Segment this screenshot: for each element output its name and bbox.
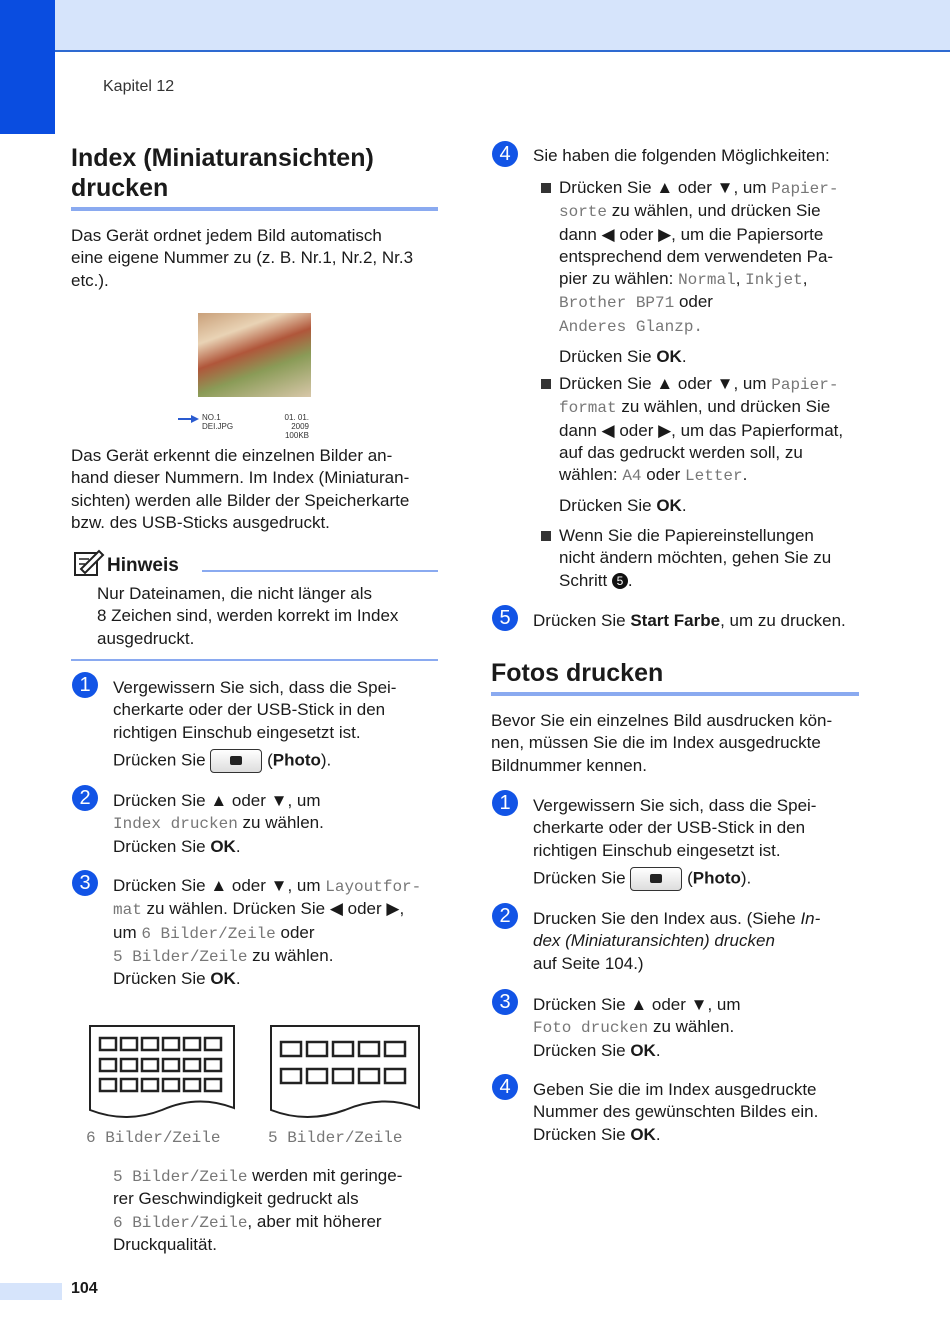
menu-option: 5 Bilder/Zeile <box>113 1168 248 1186</box>
title-rule <box>491 692 859 696</box>
menu-option: Inkjet <box>745 271 803 290</box>
note-bottom-rule <box>71 659 438 661</box>
caption-file: DEI.JPG <box>202 422 234 431</box>
step-number: 2 <box>72 785 98 811</box>
menu-option: Letter <box>685 467 743 486</box>
text-line: richtigen Einschub eingesetzt ist. <box>113 722 361 742</box>
start-colour-key: Start Farbe <box>630 611 721 630</box>
bullet-icon <box>541 183 551 193</box>
text-line: entsprechend dem verwendeten Pa- <box>559 246 834 266</box>
thumbnail-photo <box>198 313 311 397</box>
menu-option: mat <box>113 901 142 920</box>
text-line: Geben Sie die im Index ausgedruckte <box>533 1080 817 1099</box>
text: zu wählen, und drücken Sie <box>616 397 831 417</box>
text: werden mit geringe- <box>247 1166 403 1185</box>
step-1: Vergewissern Sie sich, dass die Spei- cherkarte oder der USB-Stick in den richtigen Einschub eingesetzt ist. Drücken Sie (Photo). <box>113 677 443 773</box>
ok-key: OK <box>630 1040 656 1060</box>
photo-caption-left <box>202 413 233 431</box>
text-line: Bildnummer kennen. <box>491 755 647 775</box>
page-number: 104 <box>71 1280 98 1297</box>
step-number: 4 <box>492 141 518 167</box>
top-band <box>0 0 950 52</box>
layout-label-6: 6 Bilder/Zeile <box>86 1129 221 1147</box>
text: oder <box>641 465 686 485</box>
text-line: Drücken Sie ▲ oder ▼, um <box>533 995 741 1014</box>
text: zu wählen. <box>247 945 334 965</box>
arrow-icon <box>178 411 200 429</box>
text-line: dann ◀ oder ▶, um die Papiersorte <box>559 224 824 244</box>
note-title: Hinweis <box>107 555 179 576</box>
section-title-fotos: Fotos drucken <box>491 659 664 687</box>
menu-option: 6 Bilder/Zeile <box>113 1213 248 1232</box>
menu-option: Brother BP71 <box>559 294 675 313</box>
text-line: Nur Dateinamen, die nicht länger als <box>97 584 372 603</box>
text-line: etc.). <box>71 270 109 290</box>
menu-option: Anderes Glanzp. <box>559 317 704 336</box>
foto-step-4: Geben Sie die im Index ausgedruckte Nummer des gewünschten Bildes ein. Drücken Sie OK. <box>533 1079 868 1146</box>
text-line: Druckqualität. <box>113 1234 217 1254</box>
option-keep-settings <box>559 525 869 592</box>
text-line: Das Gerät ordnet jedem Bild automatisch <box>71 226 382 245</box>
title-line-2: drucken <box>71 174 169 202</box>
step-ref-icon: 5 <box>612 573 628 589</box>
menu-option: 5 Bilder/Zeile <box>113 947 248 966</box>
camera-button-icon <box>210 749 262 773</box>
page-footer-band <box>0 1283 62 1300</box>
text-line: hand dieser Nummern. Im Index (Miniaturan- <box>71 468 410 488</box>
menu-option: Normal <box>678 271 736 290</box>
text-line: eine eigene Nummer zu (z. B. Nr.1, Nr.2, Nr.3 <box>71 248 414 268</box>
caption-no: NO.1 <box>202 413 221 422</box>
para-recognition <box>71 445 443 534</box>
text: Drücken Sie ▲ oder ▼, um <box>559 374 772 393</box>
text-line: auf das gedruckt werden soll, zu <box>559 442 803 462</box>
menu-option: Layoutfor- <box>325 878 422 896</box>
text: Drücken Sie <box>113 750 206 770</box>
text: Drücken Sie ▲ oder ▼, um <box>559 178 772 197</box>
text: Drücken Sie <box>533 868 626 888</box>
text-line: rer Geschwindigkeit gedruckt als <box>113 1189 359 1209</box>
title-rule <box>71 207 438 211</box>
ok-key: OK <box>656 347 682 367</box>
text-line: bzw. des USB-Sticks ausgedruckt. <box>71 512 330 532</box>
text-line: Drücken Sie ▲ oder ▼, um <box>113 791 321 810</box>
ok-key: OK <box>210 836 236 856</box>
layout-note <box>113 1165 448 1256</box>
photo-key-label: Photo <box>272 750 321 770</box>
text-line: Vergewissern Sie sich, dass die Spei- <box>113 678 397 697</box>
note-rule <box>202 570 438 572</box>
step-number: 3 <box>72 870 98 896</box>
menu-option: Papier- <box>771 376 839 394</box>
text: Drücken Sie <box>533 1040 631 1060</box>
layout-5-per-row-icon <box>269 1024 423 1127</box>
menu-option: Papier- <box>771 180 839 198</box>
text: zu wählen. Drücken Sie ◀ oder ▶, <box>141 899 405 919</box>
text: Drücken Sie <box>113 836 211 856</box>
chapter-label: Kapitel 12 <box>103 78 175 95</box>
text-line: auf Seite 104.) <box>533 953 644 973</box>
bullet-icon <box>541 379 551 389</box>
text-line: cherkarte oder der USB-Stick in den <box>113 700 386 720</box>
text: , <box>735 269 746 289</box>
text-line: 8 Zeichen sind, werden korrekt im Index <box>97 606 399 626</box>
step-4-text <box>533 145 830 167</box>
text: . <box>627 570 633 590</box>
title-line-1: Index (Miniaturansichten) <box>71 144 374 172</box>
section-title-index <box>71 143 441 203</box>
camera-button-icon <box>630 867 682 891</box>
text-line: cherkarte oder der USB-Stick in den <box>533 818 806 838</box>
caption-date: 01. 01. 2009 <box>284 413 309 431</box>
text: . <box>742 465 748 485</box>
text: Drücken Sie <box>113 969 211 989</box>
text: Drücken Sie <box>559 496 657 516</box>
menu-option: format <box>559 399 617 418</box>
option-paper-type: Drücken Sie ▲ oder ▼, um Papier- sorte zu wählen, und drücken Sie dann ◀ oder ▶, um die Papiersorte entsprechend dem verwendeten Pa- pier zu wählen: Normal, Inkjet, Brother BP71 oder Anderes Glanzp. Drücken Sie OK. <box>559 177 869 368</box>
step-number: 1 <box>72 672 98 698</box>
text-line: Vergewissern Sie sich, dass die Spei- <box>533 796 817 815</box>
text-line: ausgedruckt. <box>97 628 195 648</box>
step-3: Drücken Sie ▲ oder ▼, um Layoutfor- mat zu wählen. Drücken Sie ◀ oder ▶, um 6 Bilder/Zeile oder 5 Bilder/Zeile zu wählen. Drücken Sie OK. <box>113 876 422 989</box>
text: , <box>802 269 808 289</box>
step-5 <box>533 610 873 632</box>
text-line: nicht ändern möchten, gehen Sie zu <box>559 548 832 568</box>
text: oder <box>674 292 713 312</box>
text-line: nen, müssen Sie die im Index ausgedruckte <box>491 733 821 753</box>
photo-caption-right <box>268 413 309 440</box>
text-line: dann ◀ oder ▶, um das Papierformat, <box>559 420 844 440</box>
link-ref: dex (Miniaturansichten) drucken <box>533 931 775 951</box>
layout-6-per-row-icon <box>88 1024 238 1127</box>
intro-fotos <box>491 710 866 777</box>
text: zu wählen. <box>237 813 324 833</box>
text-line: Bevor Sie ein einzelnes Bild ausdrucken kön- <box>491 711 833 730</box>
chapter-tab <box>0 0 55 134</box>
text-line: Sie haben die folgenden Möglichkeiten: <box>533 146 830 165</box>
foto-step-2 <box>533 908 868 975</box>
text: zu wählen. <box>648 1017 735 1037</box>
step-number: 4 <box>492 1074 518 1100</box>
text-line: Nummer des gewünschten Bildes ein. <box>533 1102 819 1122</box>
step-number: 1 <box>492 790 518 816</box>
text: Drücken Sie ▲ oder ▼, um <box>113 876 326 895</box>
step-number: 5 <box>492 605 518 631</box>
foto-step-1: Vergewissern Sie sich, dass die Spei- cherkarte oder der USB-Stick in den richtigen Einschub eingesetzt ist. Drücken Sie (Photo). <box>533 795 868 891</box>
text: , aber mit höherer <box>247 1211 382 1231</box>
text: pier zu wählen: <box>559 269 679 289</box>
menu-option: Foto drucken <box>533 1019 649 1038</box>
layout-label-5: 5 Bilder/Zeile <box>268 1129 403 1147</box>
text: oder <box>275 922 315 942</box>
text-line: Wenn Sie die Papiereinstellungen <box>559 526 814 545</box>
option-paper-format: Drücken Sie ▲ oder ▼, um Papier- format zu wählen, und drücken Sie dann ◀ oder ▶, um das Papierformat, auf das gedruckt werden soll, zu wählen: A4 oder Letter. Drücken Sie OK. <box>559 373 869 518</box>
ok-key: OK <box>210 969 236 989</box>
ok-key: OK <box>630 1124 656 1144</box>
menu-option: Index drucken <box>113 815 238 834</box>
menu-option: A4 <box>622 467 642 486</box>
note-icon <box>73 547 105 582</box>
note-text <box>97 583 442 650</box>
caption-size: 100KB <box>284 431 309 440</box>
text-line: Das Gerät erkennt die einzelnen Bilder an- <box>71 446 393 465</box>
text: Drücken Sie <box>533 1124 631 1144</box>
text: Drucken Sie den Index aus. (Siehe <box>533 909 801 928</box>
text: zu wählen, und drücken Sie <box>607 201 821 221</box>
menu-option: sorte <box>559 203 608 222</box>
step-number: 2 <box>492 903 518 929</box>
link-ref: In- <box>800 909 821 928</box>
text: , um zu drucken. <box>720 611 846 630</box>
text-line: richtigen Einschub eingesetzt ist. <box>533 840 781 860</box>
text: wählen: <box>559 465 623 485</box>
text: um <box>113 922 142 942</box>
photo-key-label: Photo <box>692 868 741 888</box>
ok-key: OK <box>656 496 682 516</box>
text: Schritt <box>559 570 612 590</box>
menu-option: 6 Bilder/Zeile <box>141 924 276 943</box>
text: Drücken Sie <box>533 611 631 630</box>
bullet-icon <box>541 531 551 541</box>
step-2: Drücken Sie ▲ oder ▼, um Index drucken zu wählen. Drücken Sie OK. <box>113 790 443 858</box>
foto-step-3: Drücken Sie ▲ oder ▼, um Foto drucken zu wählen. Drücken Sie OK. <box>533 994 868 1062</box>
text: Drücken Sie <box>559 347 657 367</box>
intro-paragraph <box>71 225 441 292</box>
step-number: 3 <box>492 989 518 1015</box>
text-line: sichten) werden alle Bilder der Speicherkarte <box>71 490 410 510</box>
